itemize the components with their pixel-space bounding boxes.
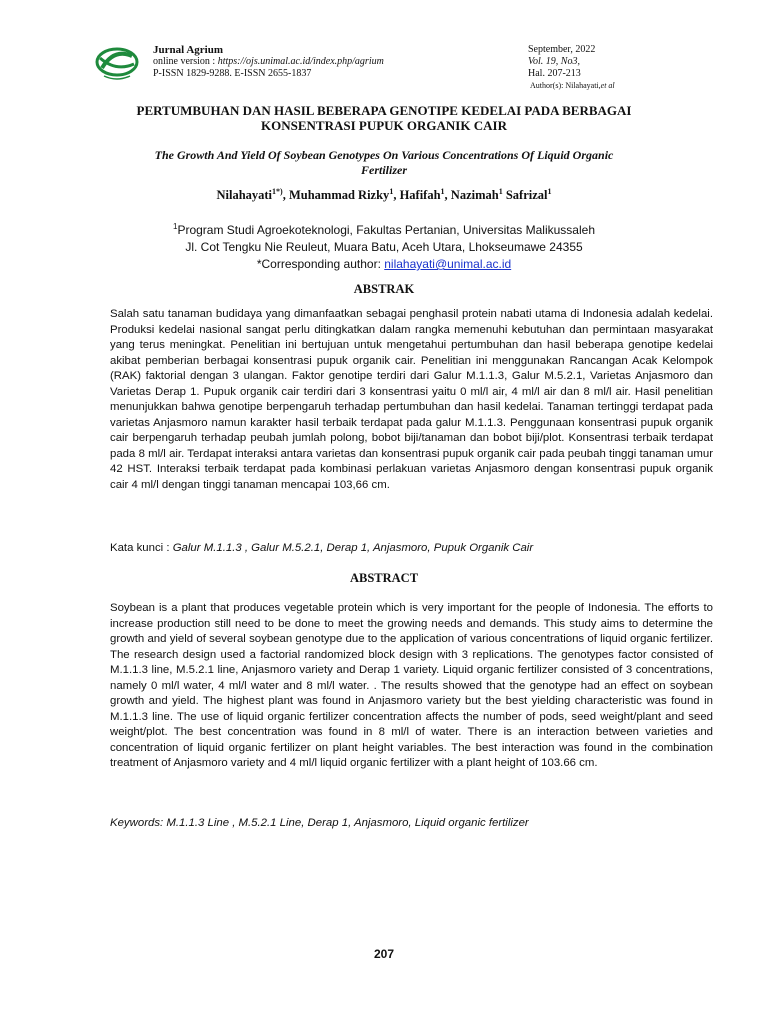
- author-label: Author(s): Nilahayati,: [530, 81, 601, 90]
- affiliation-line-1: [110, 218, 658, 239]
- corresponding-author: [110, 256, 658, 273]
- keywords-text: Keywords: M.1.1.3 Line , M.5.2.1 Line, Derap 1, Anjasmoro, Liquid organic fertilizer: [110, 817, 529, 829]
- author-line: [530, 80, 708, 92]
- affiliation-sup: 1: [173, 222, 178, 231]
- author-name: Nilahayati: [216, 188, 273, 203]
- volume: Vol. 19, No3,: [528, 56, 580, 67]
- author-sup: 1: [547, 187, 552, 196]
- page-number: 207: [373, 947, 395, 961]
- keywords-indonesian: [110, 542, 713, 554]
- journal-name: Jurnal Agrium: [153, 44, 223, 56]
- page-range: Hal. 207-213: [528, 68, 581, 79]
- author-list: [110, 187, 658, 203]
- online-prefix: online version :: [153, 56, 216, 67]
- header-left: [153, 44, 483, 80]
- author-sup: 1: [389, 187, 394, 196]
- journal-url-link[interactable]: https://ojs.unimal.ac.id/index.php/agrium: [217, 56, 384, 67]
- affiliation-line-2: Jl. Cot Tengku Nie Reuleut, Muara Batu, Aceh Utara, Lhokseumawe 24355: [185, 240, 583, 254]
- affiliation: [110, 218, 658, 273]
- author-sep: ,: [444, 188, 451, 203]
- keywords-text: Galur M.1.1.3 , Galur M.5.2.1, Derap 1, Anjasmoro, Pupuk Organik Cair: [172, 542, 534, 554]
- author-name: Hafifah: [399, 188, 441, 203]
- author-sup: 1*): [272, 187, 283, 196]
- author-name: Nazimah: [450, 188, 499, 203]
- author-sup: 1: [498, 187, 503, 196]
- author-email-link[interactable]: nilahayati@unimal.ac.id: [384, 257, 512, 271]
- corresponding-label: *Corresponding author:: [256, 257, 385, 271]
- author-sep: ,: [393, 188, 400, 203]
- journal-logo: [94, 42, 140, 88]
- author-sep: ,: [282, 188, 289, 203]
- author-name: Safrizal: [505, 188, 548, 203]
- issn: P-ISSN 1829-9288. E-ISSN 2655-1837: [153, 68, 312, 79]
- header-right: [528, 44, 708, 92]
- author-sup: 1: [440, 187, 445, 196]
- author-etal: et al: [600, 81, 615, 90]
- keywords-label: Kata kunci :: [110, 542, 173, 554]
- abstrak-body: Salah satu tanaman budidaya yang dimanfaatkan sebagai penghasil protein nabati utama di Indonesia adalah kedelai. Produksi kedelai nasional sangat perlu ditingkatkan dalam rangka memenuhi kebutuhan dan permintaan masyarakat yang terus meningkat. Penelitian ini bertujuan untuk mengetahui pertumbuhan dan hasil beberapa genotipe kedelai akibat pemberian berbagai konsentrasi pupuk organik cair. Penelitian ini menggunakan Rancangan Acak Kelompok (RAK) faktorial dengan 3 ulangan. Faktor genotipe terdiri dari Galur M.1.1.3, Galur M.5.2.1, Varietas Anjasmoro dan Varietas Derap 1. Pupuk organik cair terdiri dari 3 konsentrasi yaitu 0 ml/l air, 4 ml/l air dan 8 ml/l air. Hasil penelitian menunjukkan bahwa genotipe berpengaruh terhadap pertumbuhan dan hasil kedelai. Tanaman tertinggi terdapat pada varietas Anjasmoro namun karakter hasil terbaik terdapat pada galur M.1.1.3. Penggunaan konsentrasi pupuk organik cair berpengaruh terhadap peubah jumlah polong, bobot biji/tanaman dan bobot biji/plot. Konsentrasi terbaik terdapat pada 8 ml/l air. Terdapat interaksi antara varietas dan konsentrasi pupuk organik cair pada peubah tinggi tanaman umur 42 HST. Interaksi terbaik terdapat pada kombinasi perlakuan varietas Anjasmoro dengan konsentrasi pupuk organik cair 4 ml/l dengan tinggi tanaman mencapai 103,66 cm.: [110, 308, 713, 491]
- author-name: Muhammad Rizky: [288, 188, 390, 203]
- affiliation-text: Program Studi Agroekoteknologi, Fakultas Pertanian, Universitas Malikussaleh: [177, 223, 595, 237]
- abstract-heading: ABSTRACT: [349, 571, 419, 585]
- keywords-english: [110, 817, 713, 829]
- online-version: [153, 56, 483, 68]
- title-indonesian: PERTUMBUHAN DAN HASIL BEBERAPA GENOTIPE KEDELAI PADA BERBAGAI KONSENTRASI PUPUK ORGANIK CAIR: [136, 103, 632, 133]
- issue-date: September, 2022: [528, 44, 596, 55]
- abstrak-heading: ABSTRAK: [353, 282, 415, 296]
- title-english: The Growth And Yield Of Soybean Genotypes On Various Concentrations Of Liquid Organic Fertilizer: [154, 148, 614, 177]
- abstract-body: Soybean is a plant that produces vegetable protein which is very important for the people of Indonesia. The efforts to increase production still need to be done to meet the growing needs and demands. This study aims to determine the growth and yield of several soybean genotype due to the application of various concentrations of liquid organic fertilizer. The research design used a factorial randomized block design with 3 replications. The genotypes factor consisted of M.1.1.3 line, M.5.2.1 line, Anjasmoro variety and Derap 1 variety. Liquid organic fertilizer consisted of 3 concentrations, namely 0 ml/l water, 4 ml/l water and 8 ml/l water. . The results showed that the genotype had an effect on soybean growth and yield. The highest plant was found in Anjasmoro variety but the best yielding characteristic was found in M.1.1.3 line. The use of liquid organic fertilizer concentration affects the number of pods, seed weight/plant and seed weight/plot. The best concentration was found in 8 ml/l of water. There is an interaction between varieties and concentration of liquid organic fertilizer on plant height variables. The best interaction was found in the combination treatment of Anjasmoro variety and 4 ml/l liquid organic fertilizer with a plant height of 103.66 cm.: [110, 602, 713, 769]
